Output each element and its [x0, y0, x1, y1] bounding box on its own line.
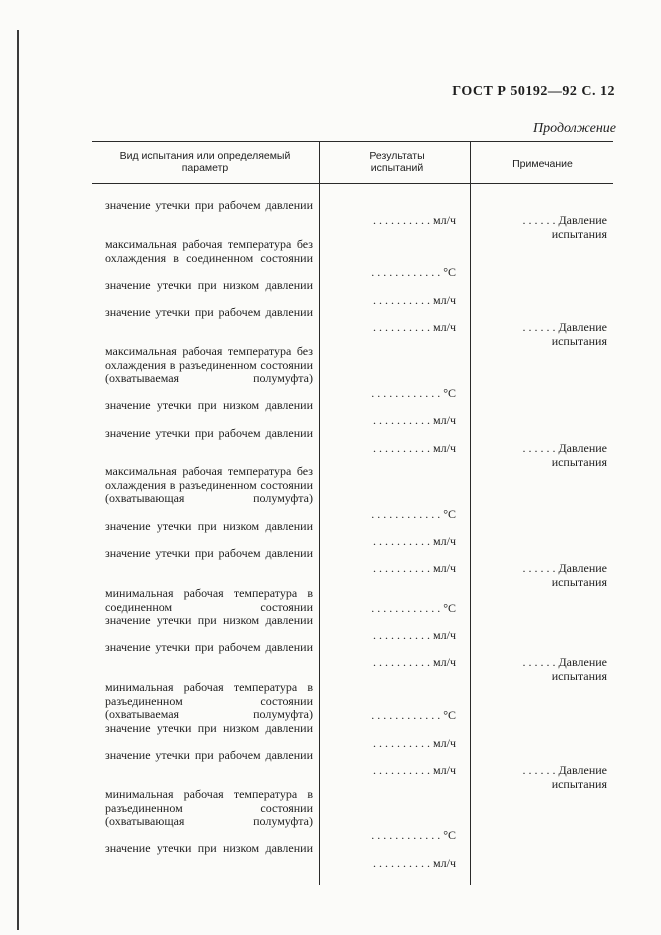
table-row-parameter: максимальная рабочая температура без охлаждения в разъединенном состоянии (охватывающая полумуфта)	[105, 464, 313, 506]
table-row-result: . . . . . . . . . . мл/ч	[373, 736, 456, 750]
column-header-results: Результаты испытаний	[369, 150, 425, 174]
table-row-parameter: значение утечки при рабочем давлении	[105, 198, 313, 212]
table-row-result: . . . . . . . . . . мл/ч	[373, 413, 456, 427]
table-row-parameter: минимальная рабочая температура в разъединенном состоянии (охватываемая полумуфта)	[105, 680, 313, 722]
table-row-parameter: значение утечки при низком давлении	[105, 398, 313, 412]
table-row-note: . . . . . . Давление испытания	[522, 320, 607, 348]
table-row-parameter: значение утечки при низком давлении	[105, 613, 313, 627]
table-row-note: . . . . . . Давление испытания	[522, 213, 607, 241]
column-header-parameter: Вид испытания или определяемый параметр	[119, 150, 291, 174]
table-row-parameter: значение утечки при низком давлении	[105, 519, 313, 533]
table-row-result: . . . . . . . . . . . . °С	[371, 507, 456, 521]
table-row-result: . . . . . . . . . . . . °С	[371, 708, 456, 722]
table-row-result: . . . . . . . . . . . . °С	[371, 601, 456, 615]
table-row-note: . . . . . . Давление испытания	[522, 561, 607, 589]
table-row-result: . . . . . . . . . . мл/ч	[373, 320, 456, 334]
table-row-note: . . . . . . Давление испытания	[522, 763, 607, 791]
table-row-result: . . . . . . . . . . мл/ч	[373, 534, 456, 548]
table-row-result: . . . . . . . . . . . . °С	[371, 265, 456, 279]
binding-edge-line	[17, 30, 19, 930]
table-row-parameter: значение утечки при рабочем давлении	[105, 640, 313, 654]
table-row-parameter: значение утечки при рабочем давлении	[105, 748, 313, 762]
table-row-result: . . . . . . . . . . мл/ч	[373, 856, 456, 870]
table-row-result: . . . . . . . . . . мл/ч	[373, 763, 456, 777]
table-row-parameter: максимальная рабочая температура без охлаждения в разъединенном состоянии (охватываемая полумуфта)	[105, 344, 313, 386]
table-row-parameter: значение утечки при низком давлении	[105, 841, 313, 855]
table-row-result: . . . . . . . . . . мл/ч	[373, 441, 456, 455]
column-divider-2	[470, 142, 471, 885]
table-row-parameter: значение утечки при рабочем давлении	[105, 546, 313, 560]
page-header: ГОСТ Р 50192—92 С. 12	[452, 84, 615, 99]
table-row-parameter: максимальная рабочая температура без охлаждения в соединенном состоянии	[105, 237, 313, 265]
table-row-result: . . . . . . . . . . мл/ч	[373, 213, 456, 227]
table-row-result: . . . . . . . . . . . . °С	[371, 828, 456, 842]
table-header-rule	[92, 183, 613, 184]
table-row-parameter: значение утечки при низком давлении	[105, 278, 313, 292]
table-row-parameter: значение утечки при низком давлении	[105, 721, 313, 735]
table-row-result: . . . . . . . . . . мл/ч	[373, 293, 456, 307]
table-row-parameter: минимальная рабочая температура в соединенном состоянии	[105, 586, 313, 614]
table-row-result: . . . . . . . . . . мл/ч	[373, 628, 456, 642]
table-row-result: . . . . . . . . . . мл/ч	[373, 561, 456, 575]
table-row-note: . . . . . . Давление испытания	[522, 441, 607, 469]
column-divider-1	[319, 142, 320, 885]
table-row-result: . . . . . . . . . . . . °С	[371, 386, 456, 400]
table-row-parameter: минимальная рабочая температура в разъединенном состоянии (охватывающая полумуфта)	[105, 787, 313, 829]
table-row-note: . . . . . . Давление испытания	[522, 655, 607, 683]
table-row-parameter: значение утечки при рабочем давлении	[105, 305, 313, 319]
table-top-rule	[92, 141, 613, 142]
continuation-label: Продолжение	[533, 121, 616, 136]
column-header-note: Примечание	[512, 158, 573, 170]
table-row-parameter: значение утечки при рабочем давлении	[105, 426, 313, 440]
table-row-result: . . . . . . . . . . мл/ч	[373, 655, 456, 669]
